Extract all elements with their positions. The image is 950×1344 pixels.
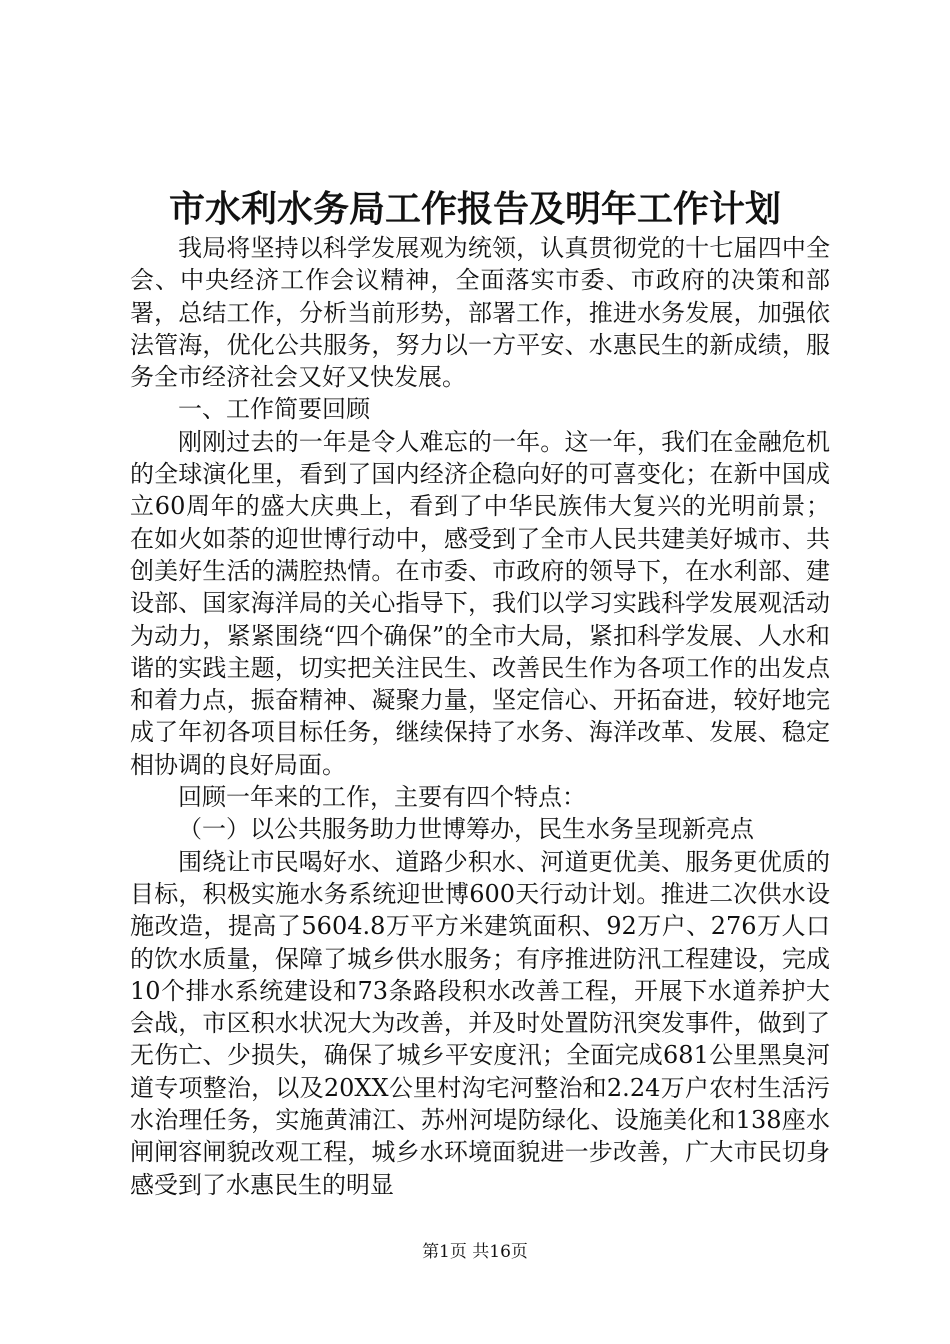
paragraph-four-features: 回顾一年来的工作，主要有四个特点：	[178, 783, 586, 812]
document-body	[130, 232, 830, 1201]
paragraph-year-review: 刚刚过去的一年是令人难忘的一年。这一年，我们在金融危机的全球演化里，看到了国内经济企稳向好的可喜变化；在新中国成立60周年的盛大庆典上，看到了中华民族伟大复兴的光明前景；在如火如荼的迎世博行动中，感受到了全市人民共建美好城市、共创美好生活的满腔热情。在市委、市政府的领导下，在水利部、建设部、国家海洋局的关心指导下，我们以学习实践科学发展观活动为动力，紧紧围绕“四个确保”的全市大局，紧扣科学发展、人水和谐的实践主题，切实把关注民生、改善民生作为各项工作的出发点和着力点，振奋精神、凝聚力量，坚定信心、开拓奋进，较好地完成了年初各项目标任务，继续保持了水务、海洋改革、发展、稳定相协调的良好局面。	[130, 427, 830, 779]
document-title: 市水利水务局工作报告及明年工作计划	[168, 188, 781, 230]
page-number-footer: 第1页 共16页	[422, 1242, 528, 1262]
paragraph-intro: 我局将坚持以科学发展观为统领，认真贯彻党的十七届四中全会、中央经济工作会议精神，全面落实市委、市政府的决策和部署，总结工作，分析当前形势，部署工作，推进水务发展，加强依法管海，优化公共服务，努力以一方平安、水惠民生的新成绩，服务全市经济社会又好又快发展。	[130, 234, 830, 392]
subsection-heading-public-service: （一）以公共服务助力世博筹办，民生水务呈现新亮点	[178, 815, 754, 844]
paragraph-public-service: 围绕让市民喝好水、道路少积水、河道更优美、服务更优质的目标，积极实施水务系统迎世博600天行动计划。推进二次供水设施改造，提高了5604.8万平方米建筑面积、92万户、276万人口的饮水质量，保障了城乡供水服务；有序推进防汛工程建设，完成10个排水系统建设和73条路段积水改善工程，开展下水道养护大会战，市区积水状况大为改善，并及时处置防汛突发事件，做到了无伤亡、少损失，确保了城乡平安度汛；全面完成681公里黑臭河道专项整治，以及20XX公里村沟宅河整治和2.24万户农村生活污水治理任务，实施黄浦江、苏州河堤防绿化、设施美化和138座水闸闸容闸貌改观工程，城乡水环境面貌进一步改善，广大市民切身感受到了水惠民生的明显	[130, 847, 830, 1199]
section-heading-review: 一、工作简要回顾	[178, 395, 370, 424]
